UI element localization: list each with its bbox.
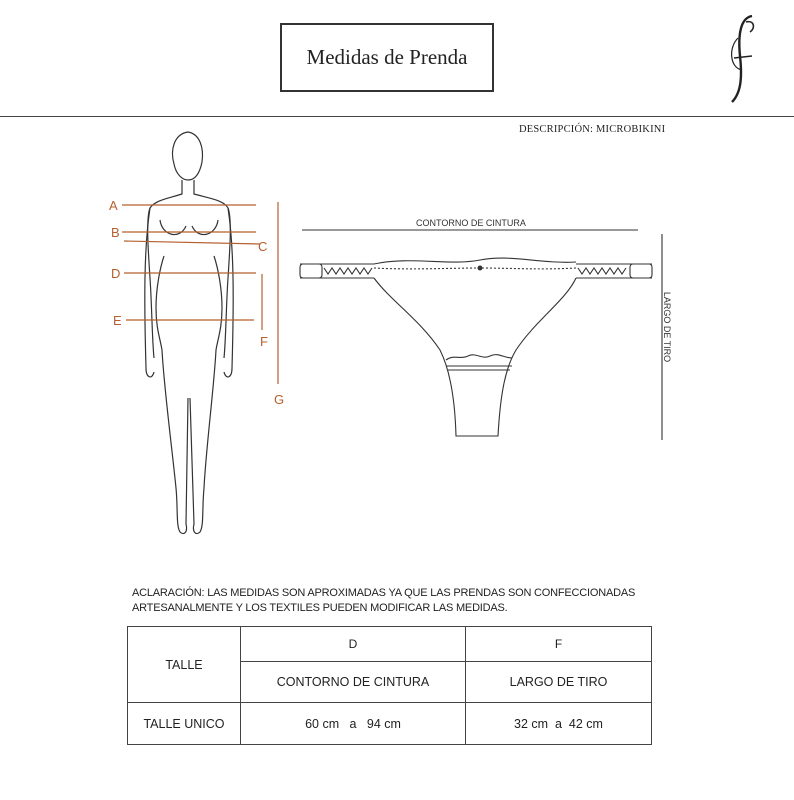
col-f-name: LARGO DE TIRO <box>466 662 652 703</box>
marker-f: F <box>260 334 268 349</box>
disclaimer-line-2: ARTESANALMENTE Y LOS TEXTILES PUEDEN MODIFICAR LAS MEDIDAS. <box>132 602 508 614</box>
marker-e: E <box>113 313 122 328</box>
table-header-row <box>128 627 652 662</box>
table-row <box>128 703 652 745</box>
size-label-cell: TALLE UNICO <box>128 703 241 745</box>
figure-head <box>173 132 203 180</box>
size-table <box>127 626 652 745</box>
marker-b: B <box>111 225 120 240</box>
waistband <box>300 264 652 278</box>
marker-d: D <box>111 266 121 281</box>
bikini-bottom-diagram <box>290 210 690 450</box>
marker-c: C <box>258 239 268 254</box>
panel-outline <box>374 278 576 436</box>
marker-g: G <box>274 392 285 407</box>
measurement-disclaimer <box>132 586 652 616</box>
waist-circumference-label: CONTORNO DE CINTURA <box>416 218 526 228</box>
page-title-text: Medidas de Prenda <box>306 45 468 69</box>
page-title <box>280 23 494 92</box>
body-figure-diagram <box>100 128 300 548</box>
rise-value-cell: 32 cm a 42 cm <box>466 703 652 745</box>
waist-value-cell: 60 cm a 94 cm <box>241 703 466 745</box>
col-d-letter: D <box>241 627 466 662</box>
col-d-name: CONTORNO DE CINTURA <box>241 662 466 703</box>
disclaimer-line-1: ACLARACIÓN: LAS MEDIDAS SON APROXIMADAS YA QUE LAS PRENDAS SON CONFECCIONADAS <box>132 587 636 599</box>
product-description: DESCRIPCIÓN: MICROBIKINI <box>519 124 666 135</box>
col-f-letter: F <box>466 627 652 662</box>
size-header-cell: TALLE <box>128 627 241 703</box>
figure-legs <box>162 350 216 534</box>
rise-length-label: LARGO DE TIRO <box>662 291 672 363</box>
marker-a: A <box>109 198 118 213</box>
header-divider <box>0 116 794 117</box>
brand-logo-icon <box>722 8 762 108</box>
